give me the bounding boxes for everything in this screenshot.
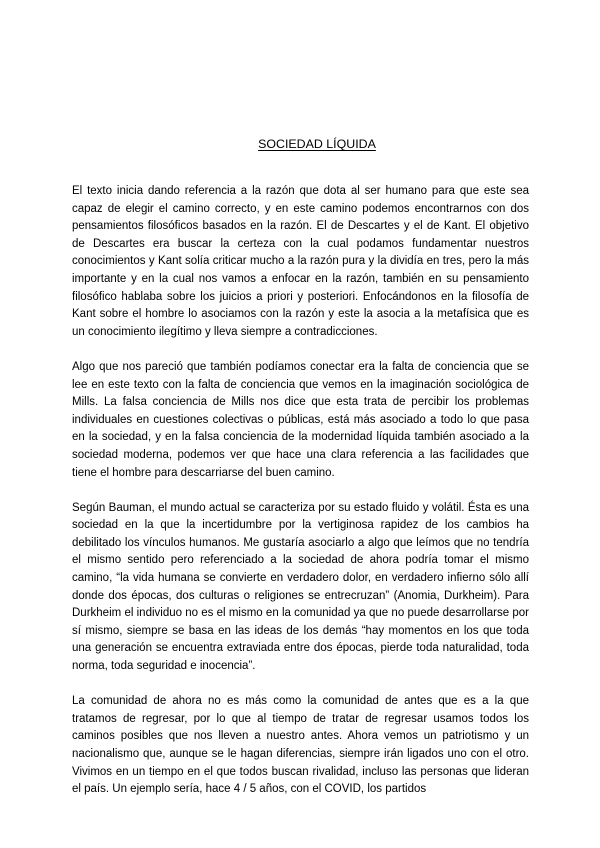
document-body bbox=[72, 183, 529, 799]
document-title: SOCIEDAD LÍQUIDA bbox=[258, 137, 376, 151]
paragraph-1: El texto inicia dando referencia a la razón que dota al ser humano para que este sea capaz de elegir el camino correcto, y en este camino podemos encontrarnos con dos pensamientos filosóficos basados en la razón. El de Descartes y el de Kant. El objetivo de Descartes era buscar la certeza con la cual podamos fundamentar nuestros conocimientos y Kant solía criticar mucho a la razón pura y la dividía en tres, pero la más importante y en la cual nos vamos a enfocar en la razón, también en su pensamiento filosófico hablaba sobre los juicios a priori y posteriori. Enfocándonos en la filosofía de Kant sobre el hombre lo asociamos con la razón y este la asocia a la metafísica que es un conocimiento ilegítimo y lleva siempre a contradicciones. bbox=[72, 185, 529, 338]
paragraph-4: La comunidad de ahora no es más como la comunidad de antes que es a la que tratamos de regresar, por lo que al tiempo de tratar de regresar usamos todos los caminos posibles que nos lleven a nuestro antes. Ahora vemos un patriotismo y un nacionalismo que, aunque se le hagan diferencias, siempre irán ligados uno con el otro. Vivimos en un tiempo en el que todos buscan rivalidad, incluso las personas que lideran el país. Un ejemplo sería, hace 4 / 5 años, con el COVID, los partidos bbox=[72, 695, 529, 796]
paragraph-2: Algo que nos pareció que también podíamos conectar era la falta de conciencia que se lee en este texto con la falta de conciencia que vemos en la imaginación sociológica de Mills. La falsa conciencia de Mills nos dice que esta trata de percibir los problemas individuales en cuestiones colectivas o públicas, está más asociado a todo lo que pasa en la sociedad, y en la falsa conciencia de la modernidad líquida también asociado a la sociedad moderna, podemos ver que hace una clara referencia a las facilidades que tiene el hombre para descarriarse del buen camino. bbox=[72, 360, 529, 479]
paragraph-3: Según Bauman, el mundo actual se caracteriza por su estado fluido y volátil. Ésta es una sociedad en la que la incertidumbre por la vertiginosa rapidez de los cambios ha debilitado los vínculos humanos. Me gustaría asociarlo a algo que leímos que no tendría el mismo sentido pero referenciado a la sociedad de ahora podría tomar el mismo camino, “la vida humana se convierte en verdadero dolor, en verdadero infierno sólo allí donde dos épocas, dos culturas o religiones se entrecruzan” (Anomia, Durkheim). Para Durkheim el individuo no es el mismo en la comunidad ya que no puede desarrollarse por sí mismo, siempre se basa en las ideas de los demás “hay momentos en los que toda una generación se encuentra extraviada entre dos épocas, pierde toda naturalidad, toda norma, toda seguridad e inocencia”. bbox=[72, 501, 529, 673]
